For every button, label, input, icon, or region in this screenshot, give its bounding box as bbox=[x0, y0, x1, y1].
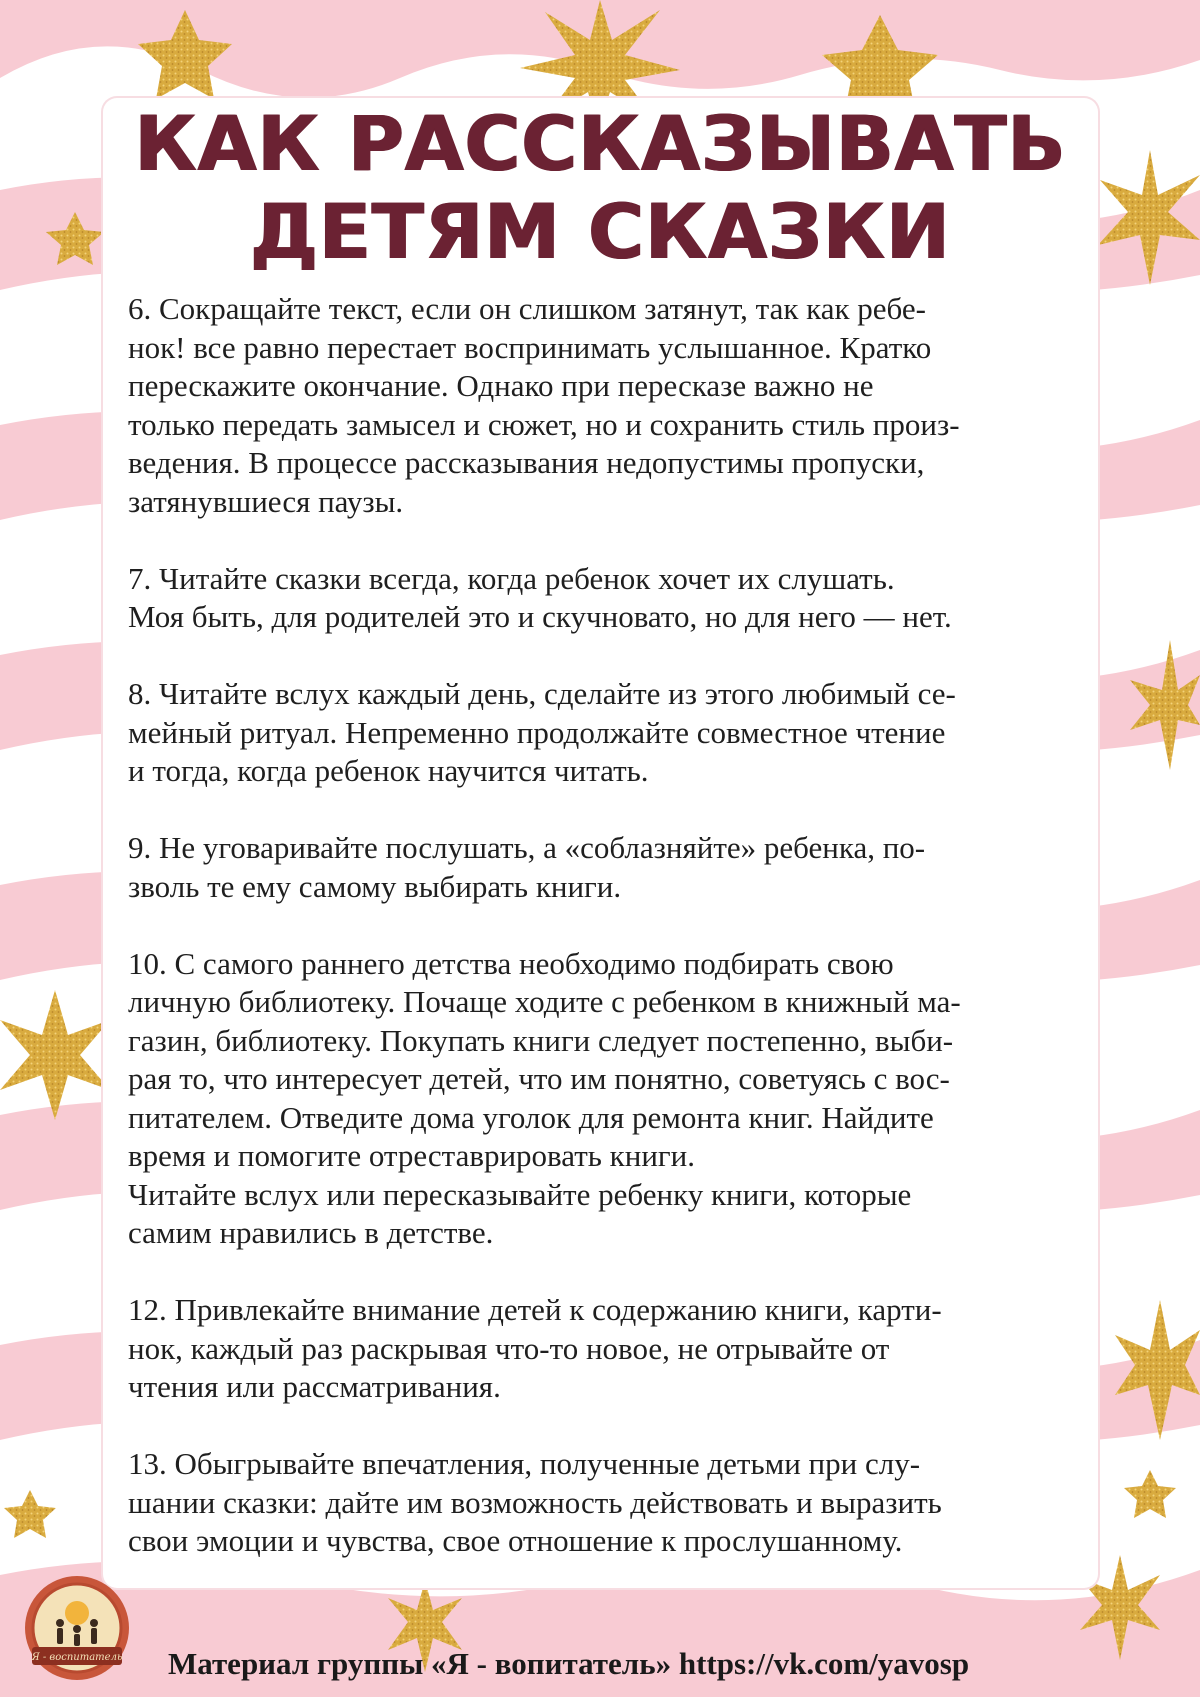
text-line: Читайте вслух или пересказывайте ребенку книги, которые bbox=[128, 1176, 912, 1212]
text-line: время и помогите отреставрировать книги. bbox=[128, 1138, 695, 1173]
text-line: мейный ритуал. Непременно продолжайте совместное чтение bbox=[128, 714, 946, 750]
footer-credit: Материал группы «Я - вопитатель» https://vk.com/yavosp bbox=[168, 1646, 970, 1681]
text-line: нок, каждый раз раскрывая что-то новое, не отрывайте от bbox=[128, 1330, 890, 1366]
text-line: перескажите окончание. Однако при пересказе важно не bbox=[128, 368, 874, 403]
text-line: и тогда, когда ребенок научится читать. bbox=[128, 753, 649, 788]
tip-item-6 bbox=[128, 290, 1078, 521]
text-line: 12. Привлекайте внимание детей к содержанию книги, карти- bbox=[128, 1292, 942, 1327]
text-line: самим нравились в детстве. bbox=[128, 1215, 494, 1250]
tips-list bbox=[128, 290, 1078, 1599]
text-line: зволь те ему самому выбирать книги. bbox=[128, 868, 622, 904]
text-line: 8. Читайте вслух каждый день, сделайте из этого любимый се- bbox=[128, 676, 956, 711]
text-line: 10. С самого раннего детства необходимо подбирать свою bbox=[128, 945, 894, 981]
text-line: чтения или рассматривания. bbox=[128, 1369, 501, 1404]
text-line: шании сказки: дайте им возможность действовать и выразить bbox=[128, 1484, 942, 1520]
tip-item-12 bbox=[128, 1291, 1078, 1407]
tip-item-9 bbox=[128, 829, 1078, 906]
text-line: питателем. Отведите дома уголок для ремонта книг. Найдите bbox=[128, 1099, 934, 1135]
text-line: затянувшиеся паузы. bbox=[128, 483, 404, 519]
logo-label: Я - воспитатель bbox=[31, 1652, 123, 1663]
tip-item-10 bbox=[128, 945, 1078, 1253]
tip-item-7 bbox=[128, 560, 1078, 637]
title-line-1: КАК РАССКАЗЫВАТЬ bbox=[134, 99, 1067, 188]
tip-item-8 bbox=[128, 675, 1078, 791]
text-line: газин, библиотеку. Покупать книги следует постепенно, выби- bbox=[128, 1022, 954, 1058]
text-line: свои эмоции и чувства, свое отношение к прослушанному. bbox=[128, 1523, 903, 1558]
text-line: 7. Читайте сказки всегда, когда ребенок хочет их слушать. bbox=[128, 560, 895, 596]
text-line: 9. Не уговаривайте послушать, а «соблазняйте» ребенка, по- bbox=[128, 830, 926, 865]
text-line: рая то, что интересует детей, что им понятно, советуясь с вос- bbox=[128, 1061, 950, 1096]
tip-item-13 bbox=[128, 1445, 1078, 1561]
text-line: Моя быть, для родителей это и скучновато, но для него — нет. bbox=[128, 599, 952, 634]
text-line: только передать замысел и сюжет, но и сохранить стиль произ- bbox=[128, 406, 960, 442]
page-title bbox=[103, 100, 1098, 276]
title-line-2: ДЕТЯМ СКАЗКИ bbox=[250, 187, 951, 276]
text-line: личную библиотеку. Почаще ходите с ребенком в книжный ма- bbox=[128, 984, 961, 1019]
text-line: 6. Сокращайте текст, если он слишком затянут, так как ребе- bbox=[128, 291, 927, 326]
text-line: ведения. В процессе рассказывания недопустимы пропуски, bbox=[128, 445, 925, 480]
text-line: нок! все равно перестает воспринимать услышанное. Кратко bbox=[128, 329, 932, 365]
group-logo-icon bbox=[22, 1573, 132, 1683]
text-line: 13. Обыгрывайте впечатления, полученные детьми при слу- bbox=[128, 1446, 921, 1481]
